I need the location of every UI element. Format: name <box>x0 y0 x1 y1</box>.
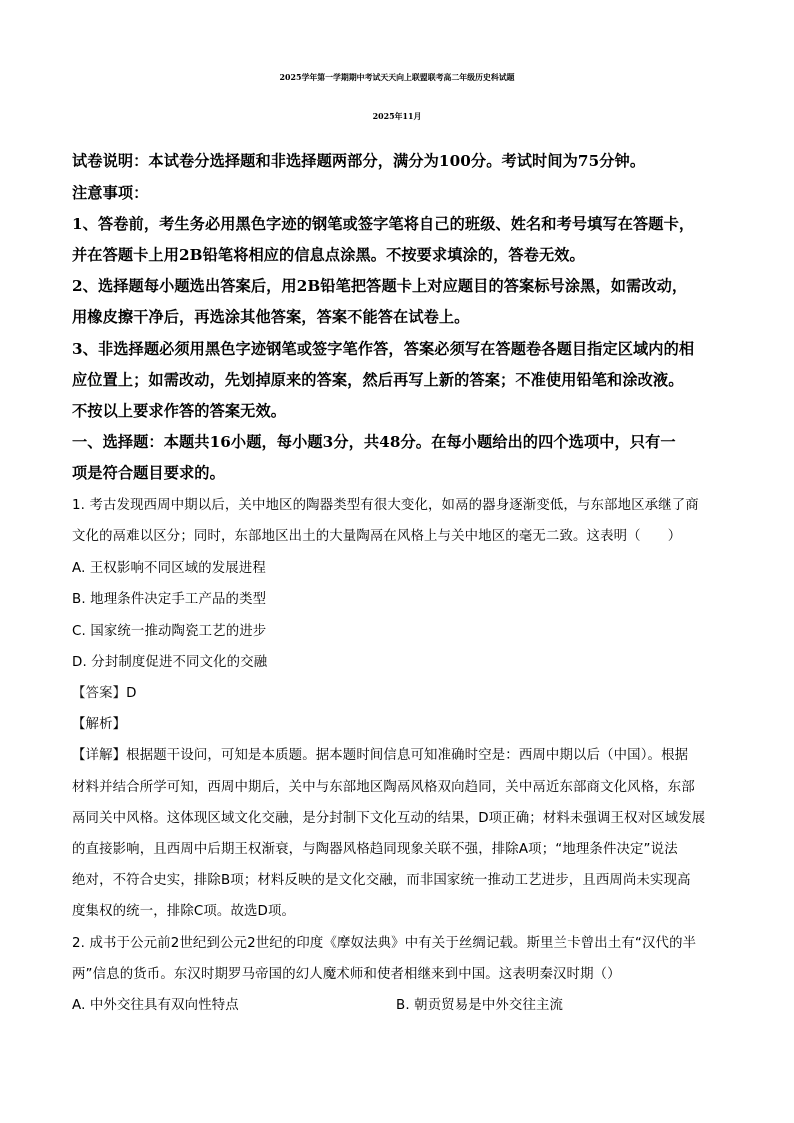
exam-date: 2025年11月 <box>372 112 422 121</box>
q1-detail-line-3: 鬲同关中风格。这体现区域文化交融，是分封制下文化互动的结果，D项正确；材料未强调王权对区域发展 <box>72 811 706 826</box>
notice-item-3-line-3: 不按以上要求作答的答案无效。 <box>72 402 287 420</box>
notice-item-3-line-2: 应位置上；如需改动，先划掉原来的答案，然后再写上新的答案；不准使用铅笔和涂改液。 <box>72 371 684 389</box>
q1-option-a: A. 王权影响不同区域的发展进程 <box>72 561 266 576</box>
answer-label: 【答案】 <box>72 686 127 701</box>
q1-analysis-label: 【解析】 <box>72 717 127 732</box>
q2-option-b: B. 朝贡贸易是中外交往主流 <box>396 998 564 1013</box>
q1-detail-line-5: 绝对，不符合史实，排除B项；材料反映的是文化交融，而非国家统一推动工艺进步，且西周尚未实现高 <box>72 873 691 888</box>
q1-detail-line-6: 度集权的统一，排除C项。故选D项。 <box>72 904 296 919</box>
notice-item-1-line-2: 并在答题卡上用2B铅笔将相应的信息点涂黑。不按要求填涂的，答卷无效。 <box>72 246 585 264</box>
q1-stem-line-1: 1. 考古发现西周中期以后，关中地区的陶器类型有很大变化，如鬲的器身逐渐变低，与东部地区承继了商 <box>72 498 699 513</box>
notice-item-3-line-1: 3、非选择题必须用黑色字迹钢笔或签字笔作答，答案必须写在答题卷各题目指定区域内的相 <box>72 340 695 358</box>
notice-item-2-line-2: 用橡皮擦干净后，再选涂其他答案，答案不能答在试卷上。 <box>72 308 470 326</box>
q1-stem-line-2: 文化的鬲难以区分；同时，东部地区出土的大量陶鬲在风格上与关中地区的毫无二致。这表明（ ） <box>72 529 682 544</box>
q1-option-c: C. 国家统一推动陶瓷工艺的进步 <box>72 624 267 639</box>
answer-value: D <box>126 686 137 701</box>
notice-heading: 注意事项： <box>72 184 149 202</box>
exam-title: 2025学年第一学期期中考试天天向上联盟联考高二年级历史科试题 <box>279 73 515 82</box>
exam-intro: 试卷说明：本试卷分选择题和非选择题两部分，满分为100分。考试时间为75分钟。 <box>72 152 646 170</box>
q1-detail-line-2: 材料并结合所学可知，西周中期后，关中与东部地区陶鬲风格双向趋同，关中鬲近东部商文化风格，东部 <box>72 780 695 795</box>
section-heading-line-2: 项是符合题目要求的。 <box>72 464 225 482</box>
q2-stem-line-2: 两”信息的货币。东汉时期罗马帝国的幻人魔术师和使者相继来到中国。这表明秦汉时期（） <box>72 967 621 982</box>
notice-item-2-line-1: 2、选择题每小题选出答案后，用2B铅笔把答题卡上对应题目的答案标号涂黑，如需改动， <box>72 277 688 295</box>
q1-answer <box>72 682 137 701</box>
q1-option-d: D. 分封制度促进不同文化的交融 <box>72 655 268 670</box>
q2-option-a: A. 中外交往具有双向性特点 <box>72 998 239 1013</box>
q1-option-b: B. 地理条件决定手工产品的类型 <box>72 592 267 607</box>
q1-detail-line-1: 【详解】根据题干设问，可知是本质题。据本题时间信息可知准确时空是：西周中期以后（中国）。根据 <box>72 748 689 763</box>
notice-item-1-line-1: 1、答卷前，考生务必用黑色字迹的钢笔或签字笔将自己的班级、姓名和考号填写在答题卡， <box>72 215 695 233</box>
q1-detail-line-4: 的直接影响，且西周中后期王权渐衰，与陶器风格趋同现象关联不强，排除A项；“地理条件决定”说法 <box>72 842 678 857</box>
section-heading-line-1: 一、选择题：本题共16小题，每小题3分，共48分。在每小题给出的四个选项中，只有一 <box>72 433 676 451</box>
q2-stem-line-1: 2. 成书于公元前2世纪到公元2世纪的印度《摩奴法典》中有关于丝绸记载。斯里兰卡曾出土有“汉代的半 <box>72 936 697 951</box>
